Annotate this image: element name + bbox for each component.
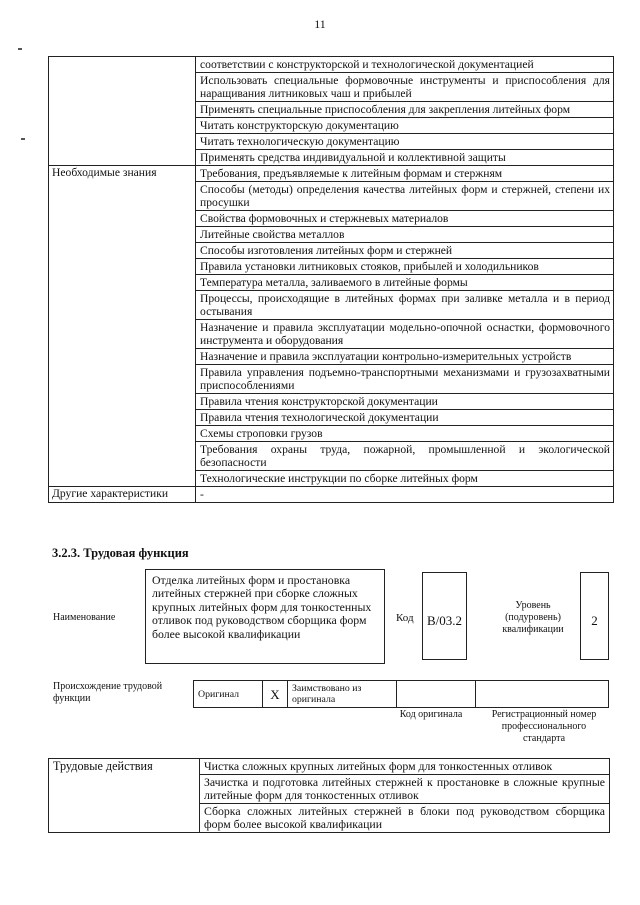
page-number: 11 xyxy=(314,17,326,31)
labor-action-item: Сборка сложных литейных стержней в блоки под руководством сборщика форм более высокой квалификации xyxy=(200,804,610,833)
labor-action-item: Чистка сложных крупных литейных форм для тонкостенных отливок xyxy=(200,759,610,775)
borrowed-label: Заимствовано из оригинала xyxy=(288,681,397,708)
table-row xyxy=(49,759,610,775)
code-value: B/03.2 xyxy=(426,613,463,628)
other-characteristics-label: Другие характеристики xyxy=(49,487,196,503)
function-name-box xyxy=(145,569,385,664)
other-characteristics-value: - xyxy=(196,487,614,503)
knowledge-item: Назначение и правила эксплуатации контрольно-измерительных устройств xyxy=(196,349,614,365)
table-row xyxy=(49,487,614,503)
registration-number-cell xyxy=(476,681,609,708)
skill-item: Читать технологическую документацию xyxy=(196,134,614,150)
knowledge-item: Правила управления подъемно-транспортными механизмами и грузозахватными приспособлениями xyxy=(196,365,614,394)
knowledge-item: Способы (методы) определения качества литейных форм и стержней, степени их просушки xyxy=(196,182,614,211)
knowledge-item: Температура металла, заливаемого в литейные формы xyxy=(196,275,614,291)
function-name-value: Отделка литейных форм и простановка литейных стержней при сборке сложных крупных литейных форм для тонкостенных отливок под руководством сборщика форм более высокой квалификации xyxy=(152,573,372,641)
knowledge-item: Технологические инструкции по сборке литейных форм xyxy=(196,471,614,487)
knowledge-item: Процессы, происходящие в литейных формах при заливке металла и в период остывания xyxy=(196,291,614,320)
section-heading: 3.2.3. Трудовая функция xyxy=(52,546,189,560)
knowledge-item: Назначение и правила эксплуатации модельно-опочной оснастки, формовочного инструмента и оборудования xyxy=(196,320,614,349)
skills-label-cell xyxy=(49,57,196,166)
original-mark: X xyxy=(263,681,288,708)
qualification-level-label: Уровень (подуровень) квалификации xyxy=(502,600,564,635)
knowledge-item: Схемы строповки грузов xyxy=(196,426,614,442)
original-code-cell xyxy=(397,681,476,708)
knowledge-item: Требования, предъявляемые к литейным формам и стержням xyxy=(196,166,614,182)
labor-action-item: Зачистка и подготовка литейных стержней к простановке в сложные крупные литейные форм для тонкостенных отливок xyxy=(200,775,610,804)
table-row xyxy=(49,57,614,73)
scan-mark xyxy=(18,48,22,50)
skill-item: соответствии с конструкторской и технологической документацией xyxy=(196,57,614,73)
skills-knowledge-table xyxy=(48,56,614,503)
knowledge-item: Литейные свойства металлов xyxy=(196,227,614,243)
skill-item: Использовать специальные формовочные инструменты и приспособления для наращивания литниковых чаш и прибылей xyxy=(196,73,614,102)
table-row xyxy=(49,166,614,182)
registration-number-label: Регистрационный номер профессионального стандарта xyxy=(491,709,597,744)
knowledge-item: Способы изготовления литейных форм и стержней xyxy=(196,243,614,259)
skill-item: Применять средства индивидуальной и коллективной защиты xyxy=(196,150,614,166)
origin-table xyxy=(193,680,609,708)
origin-label: Происхождение трудовой функции xyxy=(53,681,163,704)
name-label: Наименование xyxy=(53,612,116,623)
original-label: Оригинал xyxy=(194,681,263,708)
knowledge-item: Правила установки литниковых стояков, прибылей и холодильников xyxy=(196,259,614,275)
level-box xyxy=(580,572,609,660)
knowledge-item: Правила чтения конструкторской документации xyxy=(196,394,614,410)
code-label: Код xyxy=(396,612,414,624)
labor-actions-label: Трудовые действия xyxy=(49,759,200,833)
labor-actions-table xyxy=(48,758,610,833)
skill-item: Применять специальные приспособления для закрепления литейных форм xyxy=(196,102,614,118)
knowledge-item: Свойства формовочных и стержневых материалов xyxy=(196,211,614,227)
code-original-label: Код оригинала xyxy=(399,709,463,720)
level-value: 2 xyxy=(591,613,598,628)
knowledge-item: Требования охраны труда, пожарной, промышленной и экологической безопасности xyxy=(196,442,614,471)
knowledge-label: Необходимые знания xyxy=(49,166,196,487)
code-box xyxy=(422,572,467,660)
knowledge-item: Правила чтения технологической документации xyxy=(196,410,614,426)
skill-item: Читать конструкторскую документацию xyxy=(196,118,614,134)
scan-mark xyxy=(21,138,25,140)
